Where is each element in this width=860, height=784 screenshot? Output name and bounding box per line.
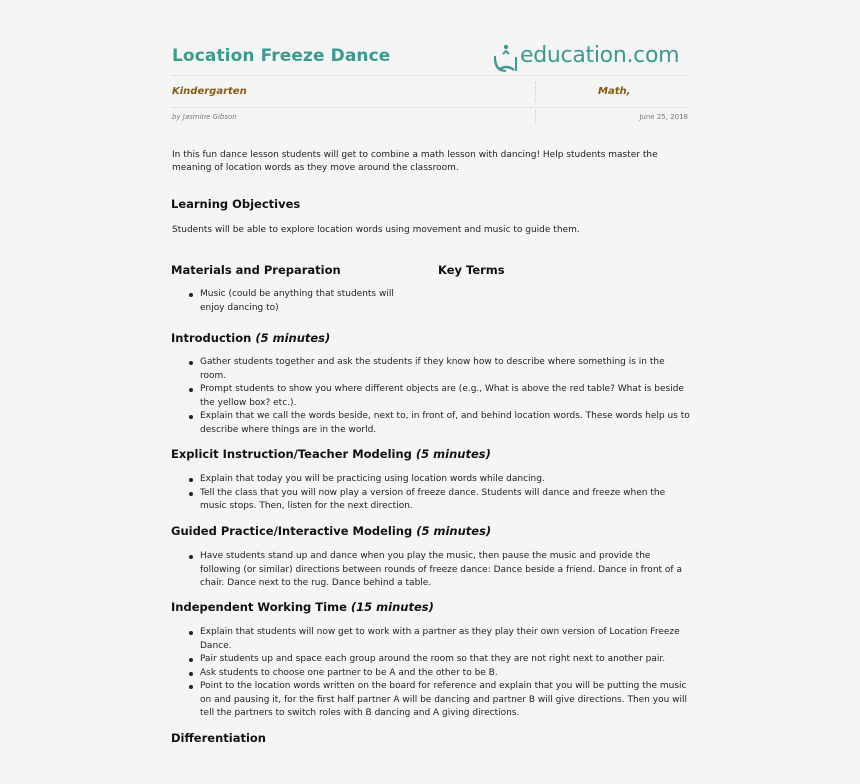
bullet-icon [189,658,193,662]
list-item-text: Explain that we call the words beside, next to, in front of, and behind location words. These words help us to describe where things are in the world. [200,411,690,435]
bullet-icon [189,631,193,635]
list-item [170,410,690,437]
publish-date: June 25, 2018 [639,113,688,121]
bullet-icon [189,293,193,297]
section-duration: (5 minutes) [416,524,492,538]
list-item [170,667,690,681]
education-logo [488,42,690,74]
list-item [170,288,415,315]
list-item-text: Gather students together and ask the students if they know how to describe where something is in the room. [200,357,665,381]
worksheet-page [170,0,690,784]
learning-objectives-heading: Learning Objectives [171,197,301,211]
section-title: Differentiation [171,731,266,745]
list-item [170,680,690,721]
grade-label: Kindergarten [172,86,247,97]
page-title: Location Freeze Dance [172,46,391,66]
introduction-list [170,356,690,437]
list-item-text: Tell the class that you will now play a version of freeze dance. Students will dance and freeze when the music stops. Then, listen for the next direction. [200,487,666,511]
list-item [170,356,690,383]
explicit-instruction-list [170,473,690,514]
list-item-text: Point to the location words written on the board for reference and explain that you will be putting the music on and pausing it, for the first half partner A will be dancing and partner B will give directions. Then you will tell the partners to switch roles with B dancing and A giving directions. [200,681,688,718]
section-heading-independent-working [171,600,434,614]
section-duration: (5 minutes) [415,447,491,461]
bullet-icon [189,478,193,482]
section-title: Guided Practice/Interactive Modeling [171,524,413,538]
section-title: Explicit Instruction/Teacher Modeling [171,447,412,461]
materials-list [170,288,415,315]
author-date-divider [535,110,536,124]
section-title: Independent Working Time [171,600,347,614]
bullet-icon [189,492,193,496]
meta-divider-bottom [172,107,690,108]
list-item-text: Music (could be anything that students will enjoy dancing to) [200,289,394,313]
section-duration: (15 minutes) [350,600,434,614]
list-item [170,473,690,487]
list-item-text: Have students stand up and dance when you play the music, then pause the music and provide the following (or similar) directions between rounds of freeze dance: Dance beside a friend. Dance in front of a chair. Dance next to the rug. Dance behind a table. [200,551,682,588]
list-item [170,626,690,653]
list-item-text: Explain that students will now get to work with a partner as they play their own version of Location Freeze Dance. [200,627,680,651]
bullet-icon [189,415,193,419]
list-item [170,550,690,591]
independent-working-list [170,626,690,721]
list-item-text: Pair students up and space each group around the room so that they are not right next to another pair. [200,654,666,664]
header-divider [172,75,690,76]
author-credit: by Jasmine Gibson [172,113,237,121]
list-item [170,653,690,667]
logo-wordmark: education.com [520,43,680,68]
section-heading-differentiation [171,731,266,745]
section-title: Introduction [171,331,252,345]
bullet-icon [189,361,193,365]
list-item [170,487,690,514]
bullet-icon [189,555,193,559]
section-duration: (5 minutes) [255,331,331,345]
list-item [170,383,690,410]
list-item-text: Ask students to choose one partner to be A and the other to be B. [200,667,498,678]
bullet-icon [189,388,193,392]
learning-objectives-text: Students will be able to explore location words using movement and music to guide them. [172,225,580,235]
bullet-icon [189,685,193,689]
meta-divider [535,82,536,102]
bullet-icon [189,672,193,676]
subject-label: Math, [598,86,631,97]
intro-paragraph: In this fun dance lesson students will get to combine a math lesson with dancing! Help students master the meaning of location words as they move around the classroom. [172,150,658,173]
materials-heading: Materials and Preparation [171,263,341,277]
list-item-text: Explain that today you will be practicing using location words while dancing. [200,474,545,484]
section-heading-guided-practice [171,524,491,538]
key-terms-heading: Key Terms [438,263,505,277]
guided-practice-list [170,550,690,591]
list-item-text: Prompt students to show you where different objects are (e.g., What is above the red table? What is beside the yellow box? etc.). [200,384,684,408]
book-person-icon [488,42,522,74]
section-heading-introduction [171,331,330,345]
section-heading-explicit-instruction [171,447,491,461]
